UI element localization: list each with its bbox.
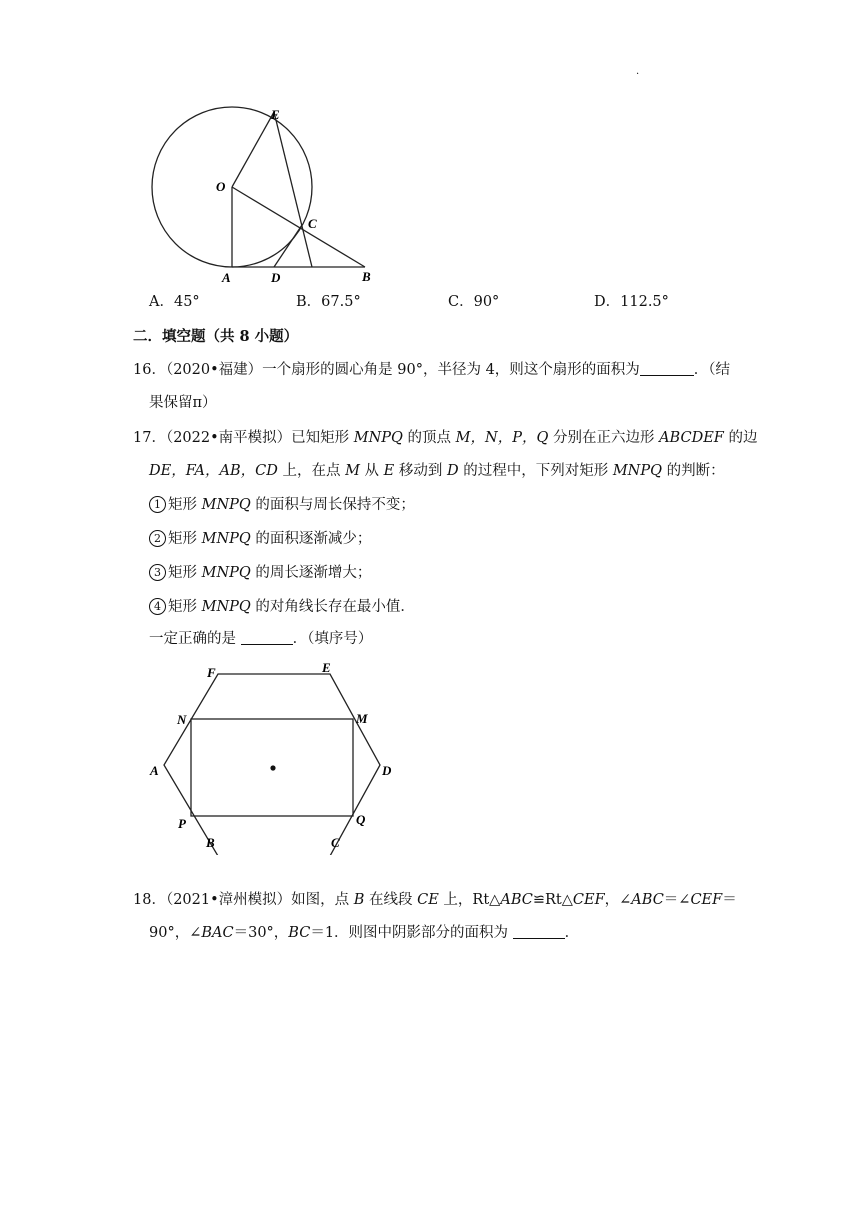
option-c: C．90° — [448, 294, 500, 310]
statement-2: 2 矩形 MNPQ 的面积逐渐减少； — [149, 529, 371, 549]
hexagon-rectangle-figure — [140, 655, 410, 855]
hexagon-shape — [164, 674, 380, 855]
label-P: P — [178, 816, 186, 831]
segment-OE — [232, 112, 274, 187]
header-mark: . — [636, 66, 640, 77]
section-title: 二．填空题（共 8 小题） — [133, 328, 299, 345]
label-D: D — [382, 763, 392, 778]
answer-blank-16[interactable] — [640, 361, 694, 376]
answer-blank-17[interactable] — [241, 630, 293, 645]
option-d: D．112.5° — [594, 294, 669, 310]
label-A: A — [150, 763, 159, 778]
label-D: D — [271, 270, 281, 285]
label-B: B — [362, 269, 371, 284]
segment-OB — [232, 187, 365, 267]
label-B: B — [206, 835, 215, 850]
label-C: C — [331, 835, 340, 850]
segment-DC — [274, 225, 302, 267]
statement-3: 3 矩形 MNPQ 的周长逐渐增大； — [149, 563, 371, 583]
label-N: N — [177, 712, 187, 727]
label-M: M — [356, 711, 368, 726]
question-17-answer-line: 一定正确的是 ．（填序号） — [149, 631, 373, 647]
answer-blank-18[interactable] — [513, 924, 565, 939]
label-C: C — [308, 216, 317, 231]
question-17-line1: 17．（2022•南平模拟）已知矩形 MNPQ 的顶点 M，N，P，Q 分别在正六边形 ABCDEF 的边 — [133, 430, 758, 446]
question-18-line1: 18．（2021•漳州模拟）如图，点 B 在线段 CE 上，Rt△ABC≌Rt△CEF，∠ABC＝∠CEF＝ — [133, 892, 737, 908]
label-O: O — [216, 179, 226, 194]
label-E: E — [271, 107, 280, 122]
question-16-line1: 16．（2020•福建）一个扇形的圆心角是 90°，半径为 4，则这个扇形的面积为 ．（结 — [133, 362, 731, 378]
label-A: A — [222, 270, 231, 285]
question-18-line2: 90°，∠BAC＝30°，BC＝1．则图中阴影部分的面积为 ． — [149, 925, 580, 941]
label-F: F — [207, 665, 216, 680]
question-16-line2: 果保留π） — [149, 395, 217, 411]
label-E: E — [322, 660, 331, 675]
circle-tangent-figure — [140, 100, 390, 290]
option-b: B．67.5° — [296, 294, 361, 310]
option-a: A．45° — [149, 294, 200, 310]
label-Q: Q — [356, 812, 366, 827]
statement-1: 1 矩形 MNPQ 的面积与周长保持不变； — [149, 495, 415, 515]
question-17-line2: DE，FA，AB，CD 上，在点 M 从 E 移动到 D 的过程中，下列对矩形 MNPQ 的判断： — [149, 463, 725, 479]
statement-4: 4 矩形 MNPQ 的对角线长存在最小值． — [149, 597, 415, 617]
center-dot — [270, 765, 275, 770]
